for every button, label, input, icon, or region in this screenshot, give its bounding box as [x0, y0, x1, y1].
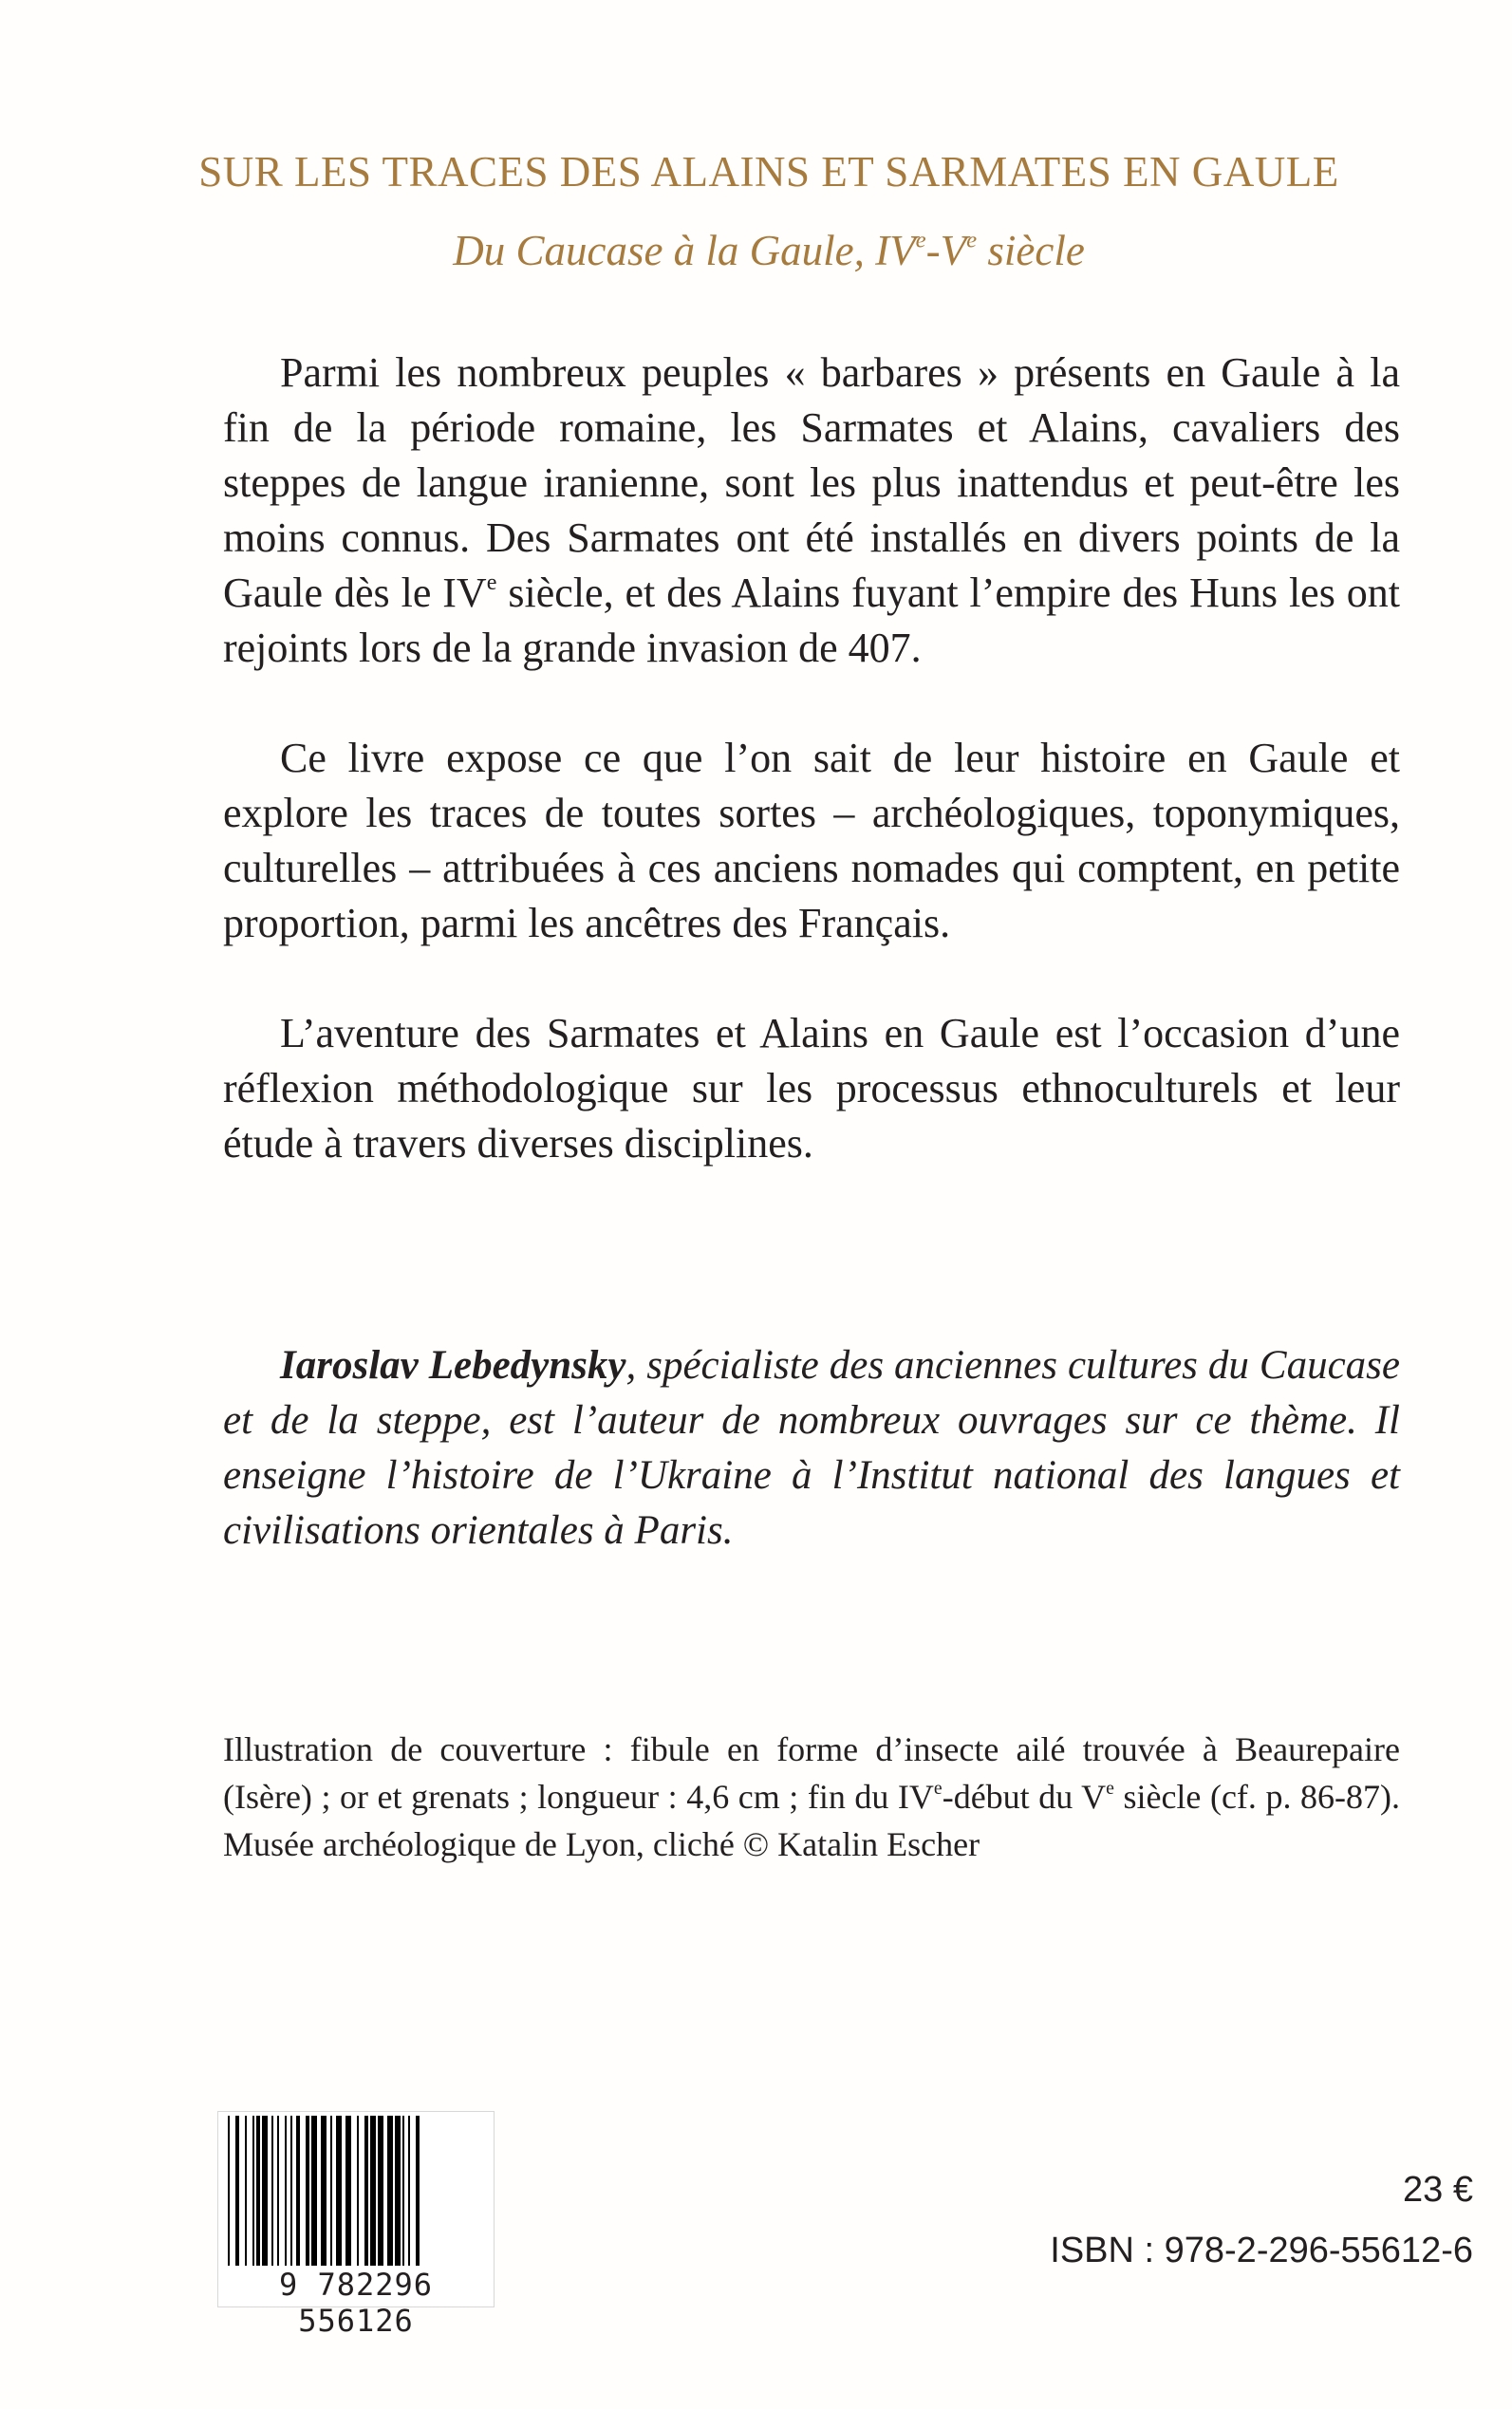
barcode-bar	[271, 2116, 273, 2266]
barcode-bar	[416, 2116, 420, 2266]
barcode-bars	[224, 2116, 488, 2268]
barcode-bar	[311, 2116, 317, 2266]
author-bio	[223, 1338, 1400, 1559]
caption-text-2: -début du V	[942, 1778, 1107, 1816]
paragraph-3-text: L’aventure des Sarmates et Alains en Gaule est l’occasion d’une réflexion méthodologique sur les processus ethnoculturels et leur étude à travers diverses disciplines.	[223, 1010, 1400, 1167]
subtitle-text-3: siècle	[977, 227, 1085, 274]
barcode-bar	[296, 2116, 300, 2266]
barcode-bar	[330, 2116, 332, 2266]
price: 23 €	[1403, 2170, 1473, 2210]
cover-illustration-caption	[223, 1726, 1400, 1868]
paragraph-1-text-a: Parmi les nombreux peuples « barbares » présents en Gaule à la fin de la période romaine, les Sarmates et Alains, cavaliers des steppes de langue iranienne, sont les plus inattendus et peut-être les moins connus. Des Sarmates ont été installés en divers points de la Gaule dès le IV	[223, 349, 1400, 616]
summary-paragraph-1	[223, 345, 1400, 676]
subtitle-text-2: -V	[925, 227, 967, 274]
barcode-bar	[256, 2116, 260, 2266]
barcode-bar	[370, 2116, 376, 2266]
subtitle-superscript-2: e	[966, 227, 978, 253]
barcode-bar	[245, 2116, 247, 2266]
caption-superscript-2: e	[1106, 1778, 1114, 1800]
barcode-bar	[408, 2116, 410, 2266]
barcode-bar	[387, 2116, 393, 2266]
summary-paragraph-2	[223, 731, 1400, 951]
barcode-bar	[306, 2116, 309, 2266]
barcode-bar	[321, 2116, 327, 2266]
barcode-bar	[252, 2116, 254, 2266]
paragraph-1-text-b: siècle, et des Alains fuyant l’empire des Huns les ont rejoints lors de la grande invasion de 407.	[223, 570, 1400, 671]
barcode	[217, 2111, 495, 2339]
subtitle-text-1: Du Caucase à la Gaule, IV	[453, 227, 916, 274]
barcode-bar	[364, 2116, 368, 2266]
barcode-bar	[336, 2116, 342, 2266]
paragraph-2-text: Ce livre expose ce que l’on sait de leur histoire en Gaule et explore les traces de toutes sortes – archéologiques, toponymiques, culturelles – attribuées à ces anciens nomades qui comptent, en petite proportion, parmi les ancêtres des Français.	[223, 735, 1400, 946]
subtitle-superscript-1: e	[915, 227, 926, 253]
author-bio-text: , spécialiste des anciennes cultures du Caucase et de la steppe, est l’auteur de nombreux ouvrages sur ce thème. Il enseigne l’histoire de l’Ukraine à l’Institut national des langues et civilisations orientales à Paris.	[223, 1343, 1400, 1553]
barcode-bar	[228, 2116, 230, 2266]
isbn: ISBN : 978-2-296-55612-6	[1050, 2231, 1473, 2270]
barcode-bar	[345, 2116, 351, 2266]
barcode-bar	[290, 2116, 292, 2266]
barcode-bar	[277, 2116, 279, 2266]
caption-text-1: Illustration de couverture : fibule en forme d’insecte ailé trouvée à Beaurepaire (Isère) ; or et grenats ; longueur : 4,6 cm ; fin du IV	[223, 1730, 1400, 1816]
paragraph-1-superscript: e	[486, 569, 497, 595]
author-name: Iaroslav Lebedynsky	[280, 1343, 626, 1388]
barcode-bar	[235, 2116, 239, 2266]
summary-paragraph-3	[223, 1006, 1400, 1171]
barcode-bar	[285, 2116, 287, 2266]
book-subtitle	[142, 226, 1395, 275]
barcode-digits: 9 782296 556126	[278, 2267, 434, 2339]
caption-superscript-1: e	[933, 1778, 943, 1800]
barcode-bar	[262, 2116, 268, 2266]
book-title: SUR LES TRACES DES ALAINS ET SARMATES EN GAULE	[198, 148, 1339, 196]
barcode-bar	[378, 2116, 383, 2266]
barcode-bar	[357, 2116, 359, 2266]
barcode-bar	[395, 2116, 401, 2266]
barcode-bar	[402, 2116, 404, 2266]
caption-text-3: siècle (cf. p. 86-87). Musée archéologique de Lyon, cliché © Katalin Escher	[223, 1778, 1400, 1863]
